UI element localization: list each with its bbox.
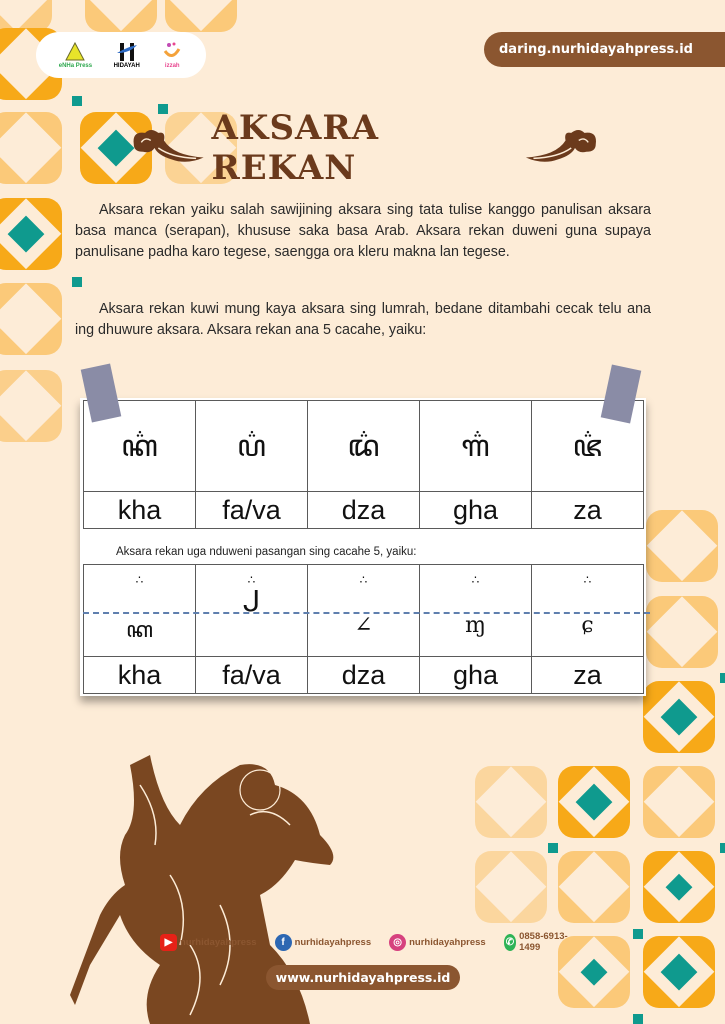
table-row-pasangan xyxy=(84,565,644,657)
table-row-latin xyxy=(84,492,644,529)
facebook-icon: f xyxy=(275,934,292,951)
social-whatsapp[interactable]: ✆ 0858-6913-1499 xyxy=(505,931,568,953)
table-cell xyxy=(308,401,420,492)
cecak-telu-mark: ∴ xyxy=(247,573,256,587)
pasangan-glyph: ᒍ xyxy=(242,585,261,618)
cecak-telu-mark: ∴ xyxy=(471,573,480,587)
aksara-glyph: ꦥ꦳ xyxy=(237,429,266,464)
youtube-icon: ▶ xyxy=(160,934,177,951)
latin-label: gha xyxy=(420,492,532,529)
aksara-glyph: ꦢ꦳ xyxy=(347,429,380,464)
pasangan-glyph: ɕ xyxy=(581,613,594,638)
cloud-swirl-left-icon xyxy=(130,126,206,170)
website-link[interactable]: www.nurhidayahpress.id xyxy=(266,965,460,990)
instagram-icon: ◎ xyxy=(389,934,406,951)
cecak-telu-mark: ∴ xyxy=(135,573,144,587)
latin-label: fa/va xyxy=(196,657,308,694)
cloud-swirl-right-icon xyxy=(524,126,600,170)
enha-logo-icon xyxy=(64,41,86,63)
logo-enha-press: eNHa Press xyxy=(59,41,92,69)
table-cell xyxy=(84,565,196,657)
table-row-glyphs xyxy=(84,401,644,492)
pasangan-table xyxy=(83,564,644,694)
page-title: AKSARA REKAN xyxy=(211,108,380,188)
baseline-guide xyxy=(83,612,650,614)
pasangan-caption: Aksara rekan uga nduweni pasangan sing cacahe 5, yaiku: xyxy=(116,546,417,558)
latin-label: kha xyxy=(84,657,196,694)
latin-label: gha xyxy=(420,657,532,694)
latin-label: dza xyxy=(308,657,420,694)
publisher-logos xyxy=(36,32,206,78)
intro-paragraph: Aksara rekan yaiku salah sawijining aksara sing tata tulise kanggo panulisan aksara basa manca (serapan), khususe saka basa Arab. Aksara rekan duweni guna supaya panulisane padha karo tegese, saengga ora kleru makna lan tegese. xyxy=(75,202,651,260)
cecak-telu-mark: ∴ xyxy=(583,573,592,587)
table-cell xyxy=(196,401,308,492)
table-cell xyxy=(196,565,308,657)
social-youtube[interactable]: ▶ nurhidayahpress xyxy=(160,934,257,951)
table-cell xyxy=(532,565,644,657)
aksara-glyph: ꦗ꦳ xyxy=(572,429,603,464)
logo-izzah: izzah xyxy=(161,41,183,69)
social-links xyxy=(160,932,580,952)
cecak-telu-mark: ∴ xyxy=(359,573,368,587)
izzah-logo-icon xyxy=(161,41,183,63)
pasangan-glyph: ɱ xyxy=(465,613,486,638)
title-banner xyxy=(130,108,600,188)
whatsapp-icon: ✆ xyxy=(504,934,516,951)
site-url-badge[interactable]: daring.nurhidayahpress.id xyxy=(484,32,725,67)
pasangan-glyph: ꦏ xyxy=(126,618,153,643)
aksara-rekan-table xyxy=(83,400,644,529)
description-paragraph: Aksara rekan kuwi mung kaya aksara sing lumrah, bedane ditambahi cecak telu ana ing dhuwure aksara. Aksara rekan ana 5 cacahe, yaiku: xyxy=(75,301,651,338)
social-instagram[interactable]: ◎ nurhidayahpress xyxy=(389,934,486,951)
latin-label: za xyxy=(532,492,644,529)
pasangan-glyph: ∠ xyxy=(354,613,373,638)
table-cell xyxy=(420,401,532,492)
aksara-glyph: ꦒ꦳ xyxy=(461,429,490,464)
aksara-glyph: ꦏ꦳ xyxy=(121,429,158,464)
table-cell xyxy=(308,565,420,657)
social-facebook[interactable]: f nurhidayahpress xyxy=(275,934,372,951)
latin-label: za xyxy=(532,657,644,694)
logo-hidayah: HIDAYAH xyxy=(114,41,140,69)
latin-label: dza xyxy=(308,492,420,529)
aksara-rekan-card xyxy=(80,398,646,696)
latin-label: fa/va xyxy=(196,492,308,529)
table-row-latin xyxy=(84,657,644,694)
latin-label: kha xyxy=(84,492,196,529)
hidayah-logo-icon xyxy=(116,41,138,63)
table-cell xyxy=(420,565,532,657)
